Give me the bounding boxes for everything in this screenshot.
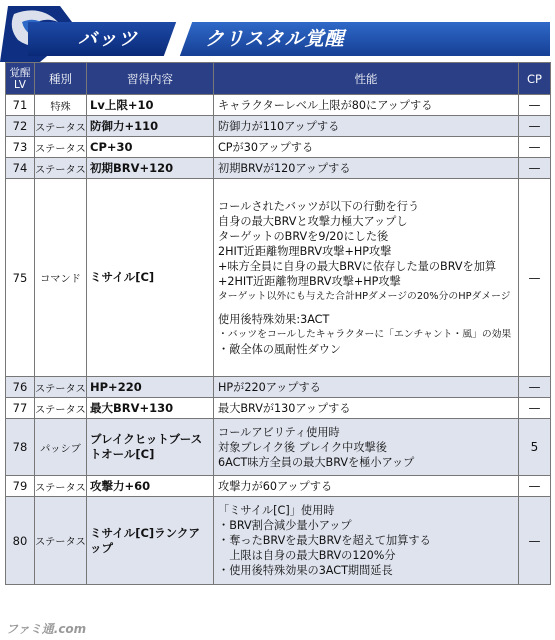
row-type: 特殊	[35, 95, 87, 116]
col-header-type: 種別	[35, 63, 87, 95]
row-type: ステータス	[35, 116, 87, 137]
effect-line: 2HIT近距離物理BRV攻撃+HP攻撃	[218, 244, 392, 258]
col-header-lv: 覚醒 LV	[6, 63, 35, 95]
row-type: ステータス	[35, 476, 87, 497]
row-skill: 初期BRV+120	[87, 158, 214, 179]
awakening-table	[5, 62, 551, 585]
row-skill: 攻撃力+60	[87, 476, 214, 497]
table-row	[6, 419, 551, 476]
effect-line: 6ACT味方全員の最大BRVを極小アップ	[218, 455, 415, 469]
row-lv: 80	[6, 497, 35, 585]
effect-line: +2HIT近距離物理BRV攻撃+HP攻撃	[218, 274, 401, 288]
page-title: クリスタル覚醒	[205, 28, 345, 50]
table-header-row	[6, 63, 551, 95]
row-type: パッシブ	[35, 419, 87, 476]
row-skill: 防御力+110	[87, 116, 214, 137]
effect-line: ・バッツをコールしたキャラクターに「エンチャント・風」の効果	[218, 328, 512, 340]
table-row	[6, 497, 551, 585]
table-row	[6, 179, 551, 377]
table-row	[6, 95, 551, 116]
row-skill: ミサイル[C]ランクアップ	[87, 497, 214, 585]
row-lv: 75	[6, 179, 35, 377]
row-skill: ミサイル[C]	[87, 179, 214, 377]
row-lv: 76	[6, 377, 35, 398]
table-row	[6, 398, 551, 419]
effect-line: 対象ブレイク後 ブレイク中攻撃後	[218, 440, 387, 454]
row-cp: —	[519, 179, 551, 377]
row-effect	[214, 419, 519, 476]
row-cp: —	[519, 158, 551, 179]
row-type: ステータス	[35, 137, 87, 158]
row-lv: 73	[6, 137, 35, 158]
row-skill: Lv上限+10	[87, 95, 214, 116]
row-cp: —	[519, 116, 551, 137]
row-type: ステータス	[35, 398, 87, 419]
table-row	[6, 158, 551, 179]
row-type: コマンド	[35, 179, 87, 377]
row-effect	[214, 179, 519, 377]
row-cp: —	[519, 497, 551, 585]
row-effect: 初期BRVが120アップする	[214, 158, 519, 179]
table-row	[6, 377, 551, 398]
effect-line: ・奪ったBRVを最大BRVを超えて加算する	[218, 534, 431, 547]
effect-line: 自身の最大BRVと攻撃力極大アップし	[218, 214, 408, 228]
effect-spacer	[218, 304, 514, 312]
row-effect: HPが220アップする	[214, 377, 519, 398]
row-type: ステータス	[35, 158, 87, 179]
effect-line: コールされたバッツが以下の行動を行う	[218, 199, 420, 213]
row-type: ステータス	[35, 497, 87, 585]
row-cp: —	[519, 377, 551, 398]
row-lv: 78	[6, 419, 35, 476]
effect-line: +味方全員に自身の最大BRVに依存した量のBRVを加算	[218, 259, 497, 273]
col-header-cp: CP	[519, 63, 551, 95]
row-effect: キャラクターレベル上限が80にアップする	[214, 95, 519, 116]
effect-line: ターゲットのBRVを9/20にした後	[218, 229, 389, 243]
row-skill: HP+220	[87, 377, 214, 398]
row-cp: —	[519, 137, 551, 158]
row-lv: 71	[6, 95, 35, 116]
title-banner	[0, 0, 555, 62]
row-effect: 最大BRVが130アップする	[214, 398, 519, 419]
effect-line: 使用後特殊効果:3ACT	[218, 312, 330, 326]
row-cp: —	[519, 95, 551, 116]
row-skill: 最大BRV+130	[87, 398, 214, 419]
effect-line: ・BRV割合減少量小アップ	[218, 519, 352, 532]
effect-line: ・敵全体の風耐性ダウン	[218, 342, 342, 356]
col-header-effect: 性能	[214, 63, 519, 95]
row-type: ステータス	[35, 377, 87, 398]
watermark-logo: ファミ通.com	[6, 622, 87, 636]
effect-line: 「ミサイル[C]」使用時	[218, 504, 335, 517]
col-header-skill: 習得内容	[87, 63, 214, 95]
row-effect: 攻撃力が60アップする	[214, 476, 519, 497]
table-row	[6, 116, 551, 137]
row-effect	[214, 497, 519, 585]
row-cp: —	[519, 398, 551, 419]
row-cp: —	[519, 476, 551, 497]
character-name: バッツ	[78, 28, 139, 50]
table-row	[6, 476, 551, 497]
row-effect: CPが30アップする	[214, 137, 519, 158]
row-effect: 防御力が110アップする	[214, 116, 519, 137]
row-lv: 74	[6, 158, 35, 179]
row-cp: 5	[519, 419, 551, 476]
row-skill: CP+30	[87, 137, 214, 158]
effect-line: コールアビリティ使用時	[218, 425, 340, 439]
effect-line: 上限は自身の最大BRVの120%分	[218, 549, 396, 562]
effect-line: ターゲット以外にも与えた合計HPダメージの20%分のHPダメージ	[218, 290, 511, 302]
row-lv: 77	[6, 398, 35, 419]
row-skill: ブレイクヒットブーストオール[C]	[87, 419, 214, 476]
table-row	[6, 137, 551, 158]
effect-line: ・使用後特殊効果の3ACT期間延長	[218, 564, 393, 577]
row-lv: 79	[6, 476, 35, 497]
row-lv: 72	[6, 116, 35, 137]
